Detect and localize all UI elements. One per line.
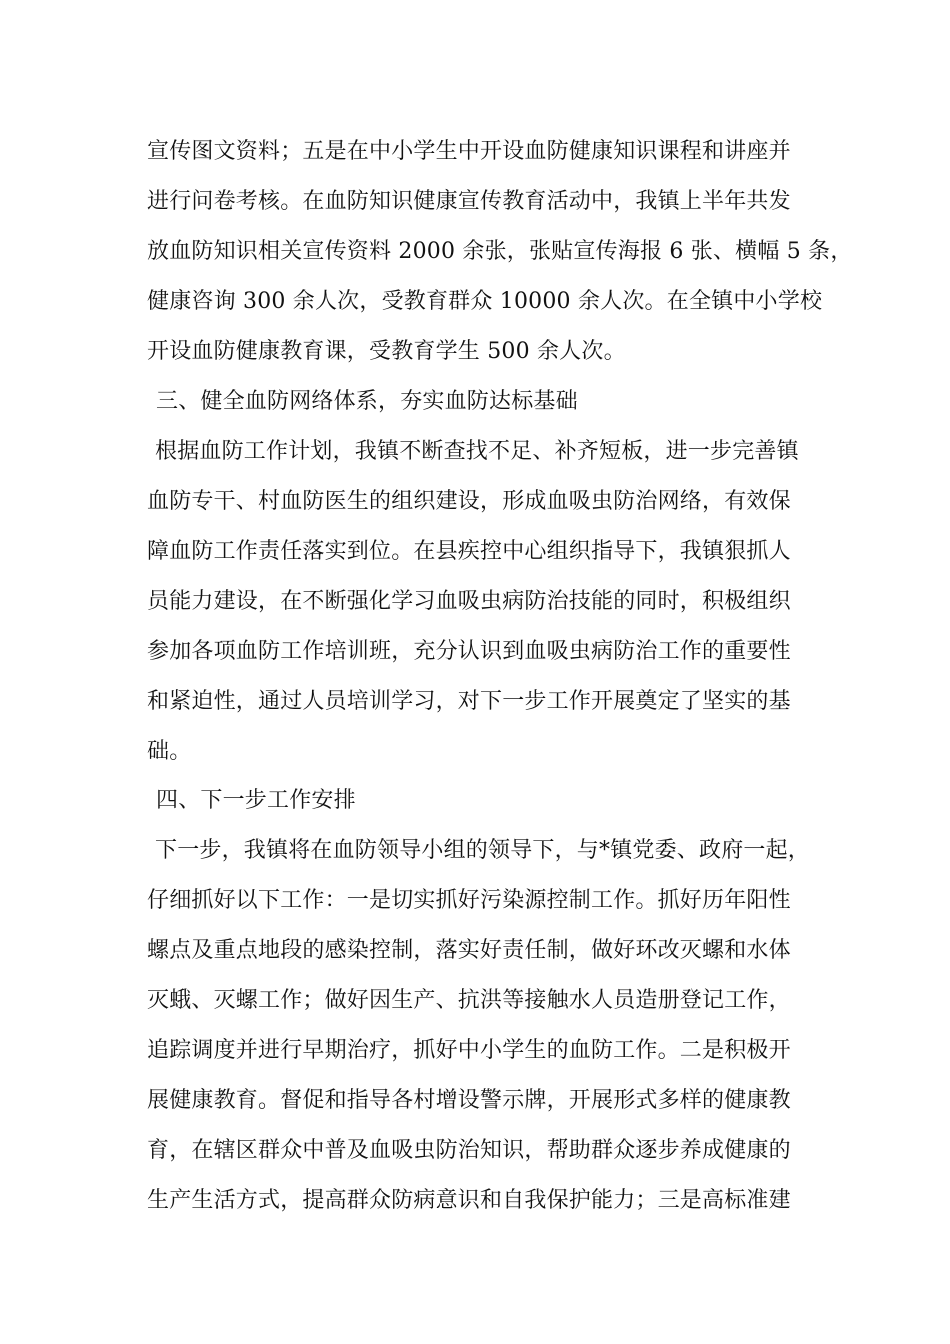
text-line: 进行问卷考核。在血防知识健康宣传教育活动中，我镇上半年共发 bbox=[147, 189, 791, 214]
section-heading: 三、健全血防网络体系，夯实血防达标基础 bbox=[156, 389, 578, 414]
text-line: 参加各项血防工作培训班，充分认识到血吸虫病防治工作的重要性 bbox=[147, 639, 791, 664]
text-line: 灭蛾、灭螺工作；做好因生产、抗洪等接触水人员造册登记工作， bbox=[147, 988, 791, 1013]
text-line: 健康咨询 300 余人次，受教育群众 10000 余人次。在全镇中小学校 bbox=[147, 289, 823, 314]
text-line: 仔细抓好以下工作：一是切实抓好污染源控制工作。抓好历年阳性 bbox=[147, 888, 791, 913]
section-heading: 四、下一步工作安排 bbox=[156, 788, 356, 813]
text-line: 展健康教育。督促和指导各村增设警示牌，开展形式多样的健康教 bbox=[147, 1088, 791, 1113]
text-line: 开设血防健康教育课，受教育学生 500 余人次。 bbox=[147, 339, 626, 364]
text-line: 血防专干、村血防医生的组织建设，形成血吸虫防治网络，有效保 bbox=[147, 489, 791, 514]
text-line: 员能力建设，在不断强化学习血吸虫病防治技能的同时，积极组织 bbox=[147, 589, 791, 614]
text-line: 障血防工作责任落实到位。在县疾控中心组织指导下，我镇狠抓人 bbox=[147, 539, 791, 564]
text-line: 育，在辖区群众中普及血吸虫防治知识，帮助群众逐步养成健康的 bbox=[147, 1138, 791, 1163]
text-line: 和紧迫性，通过人员培训学习，对下一步工作开展奠定了坚实的基 bbox=[147, 689, 791, 714]
text-line: 下一步，我镇将在血防领导小组的领导下，与*镇党委、政府一起， bbox=[155, 838, 811, 863]
text-line: 螺点及重点地段的感染控制，落实好责任制，做好环改灭螺和水体 bbox=[147, 938, 791, 963]
text-line: 生产生活方式，提高群众防病意识和自我保护能力；三是高标准建 bbox=[147, 1188, 791, 1213]
text-line: 放血防知识相关宣传资料 2000 余张，张贴宣传海报 6 张、横幅 5 条， bbox=[147, 239, 853, 264]
text-line: 追踪调度并进行早期治疗，抓好中小学生的血防工作。二是积极开 bbox=[147, 1038, 791, 1063]
text-line: 础。 bbox=[147, 739, 192, 764]
text-line: 根据血防工作计划，我镇不断查找不足、补齐短板，进一步完善镇 bbox=[155, 439, 799, 464]
text-line: 宣传图文资料；五是在中小学生中开设血防健康知识课程和讲座并 bbox=[147, 139, 791, 164]
